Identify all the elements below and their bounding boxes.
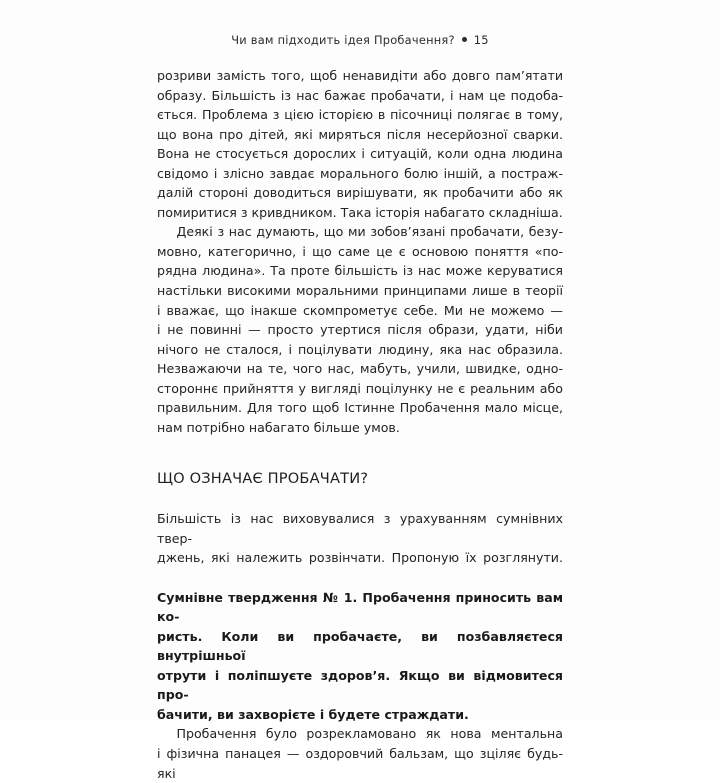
line: нам потрібно набагато більше умов. [157,419,400,435]
line: розриви замість того, щоб ненавидіти або довго пам’ятати [157,68,563,83]
text-column [157,66,563,783]
line: Вона не стосується дорослих і ситуацій, коли одна людина [157,146,563,162]
spacer [157,437,563,469]
spacer [157,489,563,509]
line: і вважає, що інакше скомпрометує себе. Ми не можемо — [157,302,563,318]
line: Незважаючи на те, чого нас, мабуть, учили, швидке, одно- [157,361,563,377]
line: правильним. Для того щоб Істинне Пробачення мало місце, [157,400,563,416]
line: образу. Більшість із нас бажає пробачати, і нам це подоба- [157,87,563,103]
line: ється. Проблема з цією історією в пісочниці полягає в тому, [157,107,563,123]
paragraph-4-bold-claim [157,588,563,725]
running-head [157,33,563,47]
line: що вона про дітей, які миряться після несерйозної сварки. [157,126,563,142]
line: ристь. Коли ви пробачаєте, ви позбавляєтеся внутрішньої [157,628,563,664]
line: Деякі з нас думають, що ми зобов’язані пробачати, безу- [176,224,563,240]
line: Більшість із нас виховувалися з урахуванням сумнівних твер- [157,511,563,546]
line: Пробачення було розрекламовано як нова ментальна [176,726,563,742]
page-number: 15 [473,33,489,47]
spacer [157,568,563,588]
section-heading: ЩО ОЗНАЧАЄ ПРОБАЧАТИ? [157,470,369,488]
line: далій стороні доводиться вирішувати, як пробачити або як [157,185,563,201]
line: і не повинні — просто утертися після образи, удати, ніби [157,322,563,338]
bullet-dot-icon [462,37,467,42]
paragraph-1 [157,66,563,222]
paragraph-2 [157,222,563,437]
line: мовно, категорично, і що саме це є основою поняття «по- [157,243,563,259]
running-head-title: Чи вам підходить ідея Пробачення? [231,33,455,47]
line: отрути і поліпшуєте здоров’я. Якщо ви відмовитеся про- [157,667,563,703]
line: нічого не сталося, і поцілувати людину, яка нас образила. [157,341,563,357]
line: свідомо і злісно завдає морального болю іншій, а постраж- [157,165,563,181]
paragraph-3 [157,509,563,568]
line: помиритися з кривдником. Така історія набагато складніша. [157,204,563,220]
line: бачити, ви захворієте і будете страждати. [157,706,469,722]
line: рядна людина». Та проте більшість із нас може керуватися [157,263,563,279]
line: стороннє прийняття у вигляді поцілунку не є реальним або [157,380,563,396]
paragraph-5 [157,724,563,783]
line: Сумнівне твердження № 1. Пробачення приносить вам ко- [157,589,563,625]
line: джень, які належить розвінчати. Пропоную їх розглянути. [157,550,563,566]
line: настільки високими моральними принципами лише в теорії [157,283,563,299]
line: і фізична панацея — оздоровчий бальзам, що зціляє будь-які [157,745,563,781]
